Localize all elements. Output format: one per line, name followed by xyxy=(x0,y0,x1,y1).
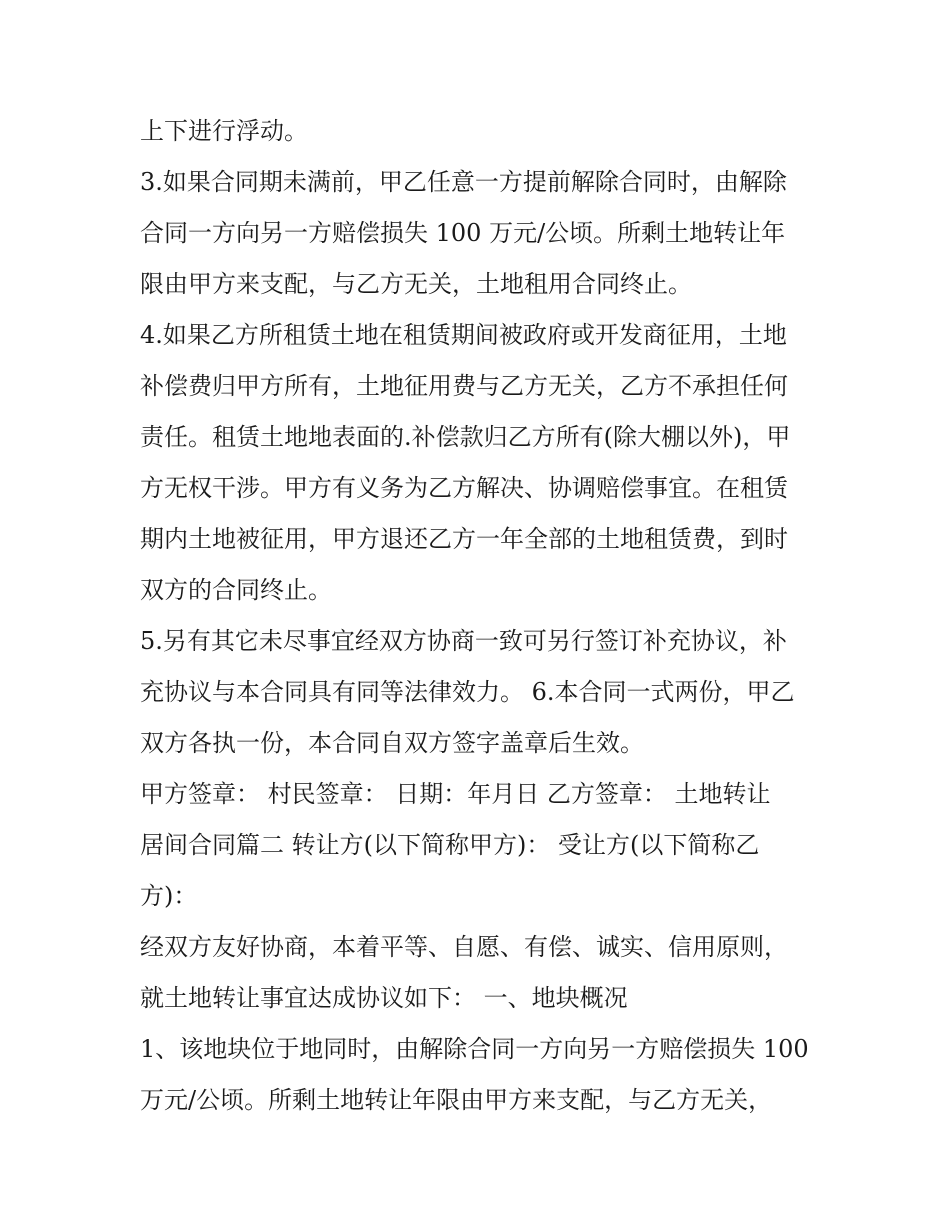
text-line: 合同一方向另一方赔偿损失 100 万元/公顷。所剩土地转让年 xyxy=(140,219,786,247)
text-line: 充协议与本合同具有同等法律效力。 6.本合同一式两份，甲乙 xyxy=(140,678,795,706)
text-line: 就土地转让事宜达成协议如下： 一、地块概况 xyxy=(140,984,628,1012)
text-line: 补偿费归甲方所有，土地征用费与乙方无关，乙方不承担任何 xyxy=(140,372,788,400)
text-line: 4.如果乙方所租赁土地在租赁期间被政府或开发商征用，土地 xyxy=(140,321,787,349)
text-line: 上下进行浮动。 xyxy=(140,117,308,145)
text-line: 双方的合同终止。 xyxy=(140,576,332,604)
text-line: 3.如果合同期未满前，甲乙任意一方提前解除合同时，由解除 xyxy=(140,168,787,196)
text-line: 方)： xyxy=(140,882,198,910)
text-line: 万元/公顷。所剩土地转让年限由甲方来支配，与乙方无关， xyxy=(140,1086,773,1114)
contract-text-body xyxy=(140,106,820,1126)
text-line: 5.另有其它未尽事宜经双方协商一致可另行签订补充协议，补 xyxy=(140,627,787,655)
text-line: 甲方签章： 村民签章： 日期：年月日 乙方签章： 土地转让 xyxy=(140,780,771,808)
text-line: 双方各执一份，本合同自双方签字盖章后生效。 xyxy=(140,729,644,757)
text-line: 经双方友好协商，本着平等、自愿、有偿、诚实、信用原则， xyxy=(140,933,788,961)
text-line: 责任。租赁土地地表面的.补偿款归乙方所有(除大棚以外)，甲 xyxy=(140,423,791,451)
text-line: 居间合同篇二 转让方(以下简称甲方)： 受让方(以下简称乙 xyxy=(140,831,760,859)
text-line: 期内土地被征用，甲方退还乙方一年全部的土地租赁费，到时 xyxy=(140,525,788,553)
text-line: 限由甲方来支配，与乙方无关，土地租用合同终止。 xyxy=(140,270,692,298)
text-line: 方无权干涉。甲方有义务为乙方解决、协调赔偿事宜。在租赁 xyxy=(140,474,788,502)
text-line: 1、该地块位于地同时，由解除合同一方向另一方赔偿损失 100 xyxy=(140,1035,809,1063)
